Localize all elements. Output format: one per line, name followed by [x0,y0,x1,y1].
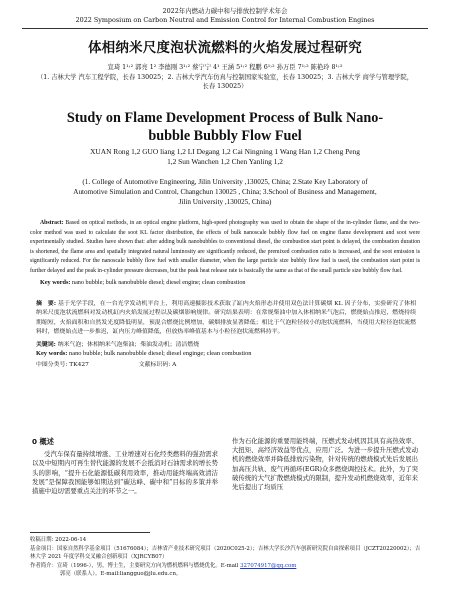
header-line-en: 2022 Symposium on Carbon Neutral and Emission Control for Internal Combustion Engines [75,16,375,24]
classification-line [36,359,416,368]
abstract-label: Abstract: [40,220,64,226]
zh-abstract-label: 摘 要: [36,299,57,307]
class-number: 中图分类号: TK427 [36,361,89,368]
zh-keywords-text: 纳米气泡；体相纳米气泡柴油；柴油发动机；清洁燃烧 [57,341,200,348]
english-abstract [30,219,420,277]
keywords-text: nano bubble; bulk nanobubble diesel; diesel engine; clean combustion [71,278,246,286]
english-affiliation: (1. College of Automotive Engineering, Jilin University ,130025, China; 2.State Key Laboratory of Automotive Simulation and Control, Changchun 130025 , China; 3.School of Business and Management, Jilin University ,130025, China) [73,178,377,206]
received-date: 收稿日期: 2022-06-14 [30,537,87,543]
header-rule [22,28,428,29]
english-title [0,109,450,145]
right-paragraph: 作为石化能源的重要用能终端，压燃式发动机因其具有高热效率、大扭矩、高经济效益等优点，应用广泛。为进一步提升压燃式发动机的燃烧效率并降低排放污染物，针对传统的燃烧模式先后发展出加高压共轨、废气再循环(EGR)众多燃烧调控技术。此外，为了突破传统的大气扩散燃烧模式的限制，提升发动机燃烧效率，近年来先后提出了均质压 [232,437,418,492]
chinese-title: 体相纳米尺度泡状流燃料的火焰发展过程研究 [88,41,362,56]
author-email-link[interactable]: 327074917@qq.com [240,562,297,569]
english-keywords-2 [36,349,416,358]
english-keywords [40,278,420,287]
chinese-abstract [36,299,416,338]
contact-info: 郭亮（联系人）。E-mail:liangguo@jlu.edu.cn。 [60,571,182,578]
footnote [30,536,422,579]
body-columns [32,437,418,496]
author-bio [30,562,422,571]
english-title-line2: bubble Bubbly Flow Fuel [148,128,302,144]
left-paragraph: 受汽车保有量持续增涨、工业增速对石化经类燃料的强劲需求以及中短期内可再生替代能源的发展不会抵消对石油需求的增长势头的影响，“提升石化能源低碳利用效率，推动用能终端高效清洁发展”是保障我国能够如期达到“碳达峰、碳中和”目标的多策并举措施中迫切需要重点关注的环节之一。 [32,450,218,496]
fund-info: 基金项目：国家自然科学基金项目（51676084）；吉林省产业技术研究项目（2020C025-2）；吉林大学长沙汽车创新研究院自由探索项目（JCZT20220002）；吉林大学 2021 年度学科交叉融合创新项目（XJRCYB07） [30,545,421,561]
footnote-rule [30,532,150,533]
kw-en2-text: nano bubble; bulk nanobubble diesel; diesel enginge; clean combustion [69,349,252,357]
english-authors: XUAN Rong 1,2 GUO liang 1,2 LI Degang 1,2 Cai Ningning 1 Wang Han 1,2 Cheng Peng 1,2 Sun Wanchen 1,2 Chen Yanling 1,2 [90,147,360,166]
left-column [32,437,218,496]
doc-code: 文献标识码: A [138,361,177,368]
right-column [232,437,418,496]
header-line-zh: 2022年内燃动力碳中和与排放控制学术年会 [162,7,288,15]
running-header [0,0,450,29]
chinese-keywords [36,339,416,348]
section-heading: 0 概述 [32,437,54,446]
keywords-label: Key words: [40,278,71,286]
zh-abstract-text: 基于光学手段，在一台光学发动机平台上，利用高速摄影技术获取了缸内火焰形态并使用双色法计算碳烟 KL 因子分布，实验研究了体相纳米尺度泡状流燃料对发动机缸内火焰发展过程以及碳烟影响规律。研究结果表明：在常规柴油中加入体相纳米气泡后，燃烧始点推迟，燃烧持续期缩短，火焰面积和自然发光度降低明显，预混合燃烧比例增加，碳烟排放显著降低；相比于气泡粒径较小的泡状流燃料，当使用大粒径泡状流燃料时，燃烧始点进一步推迟，缸内压力峰值降低，但放热率峰值基本与小粒径泡状流燃料持平。 [36,300,417,336]
zh-keywords-label: 关键词: [36,340,56,348]
chinese-authors: 宣琦 1¹˒² 郭亮 1² 李德刚 3¹˒² 蔡宁宁 4¹ 王涵 5¹˒² 程鹏 6¹˒² 孙万臣 7¹˒² 陈艳玲 8¹˒² [107,64,343,71]
chinese-affiliation: （1. 吉林大学 汽车工程学院，长春 130025；2. 吉林大学汽车仿真与控制国家实验室，长春 130025；3. 吉林大学 商学与管理学院，长春 130025） [36,74,414,90]
abstract-text: Based on optical methods, in an optical engine platform, high-speed photography was used to obtain the shape of the in-cylinder flame, and the two-color method was used to calculate the soot KL factor distribution, the effects of bulk nanoscale bubbly flow fuel on engine flame development and soot were experimentally studied. Studies have shown that: after adding bulk nanobubbles to conventional diesel, the combustion start point is delayed, the combustion duration is shortened, the flame area and spatially integrated natural luminosity are significantly reduced, the premixed combustion ratio is increased, and the soot emission is significantly reduced. For the nanoscale bubbly flow fuel with smaller diameter, when the large particle size bubbly flow fuel is used, the combustion start point is further delayed and the peak in-cylinder pressure decreases, but the peak heat release rate is basically the same as that of the small particle size bubbly flow fuel. [30,220,420,274]
kw-en2-label: Key words: [36,349,68,357]
author-bio-text: 作者简介：宣琦（1996-），男，博士生，主要研究方向为燃机燃料与燃烧优化。E-mail [30,562,239,569]
english-title-line1: Study on Flame Development Process of Bulk Nano- [66,110,384,126]
